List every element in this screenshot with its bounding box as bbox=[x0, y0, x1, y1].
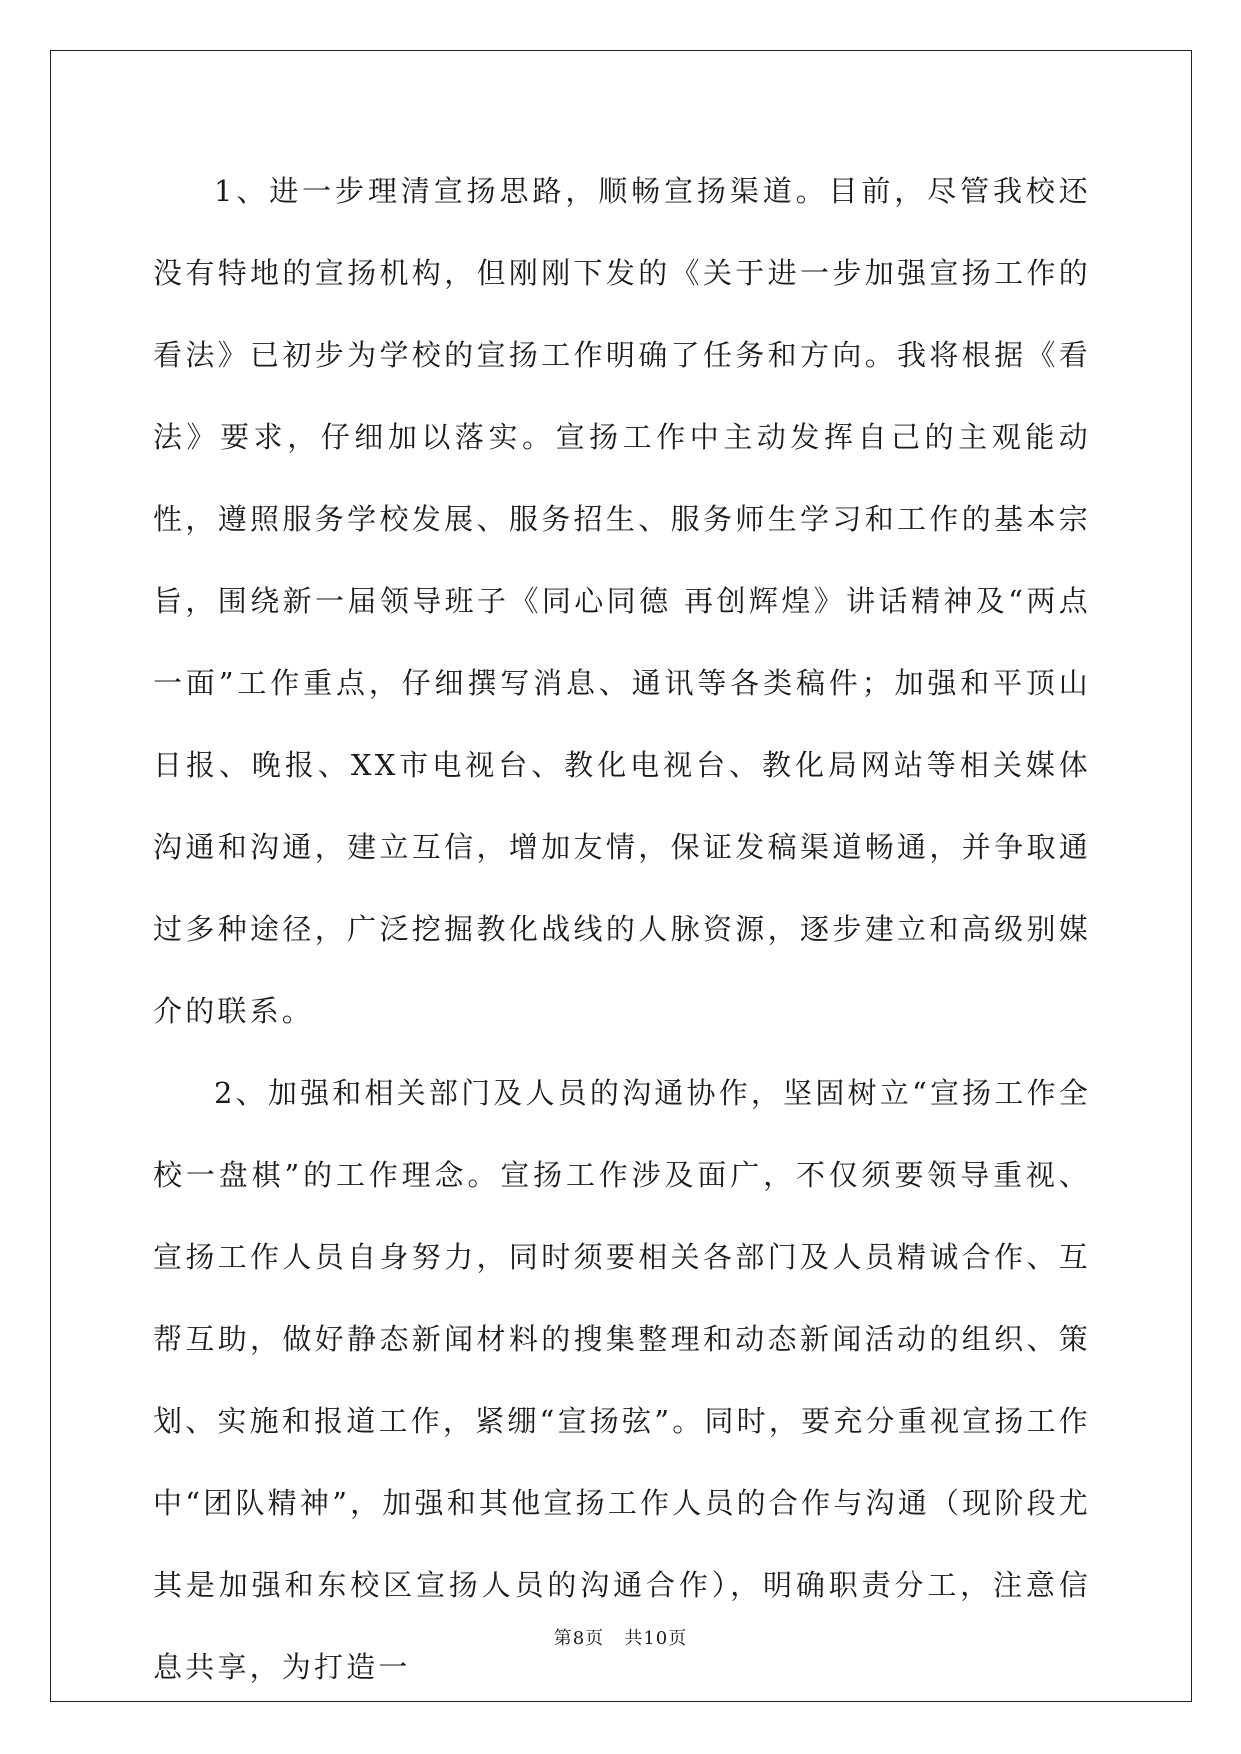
page-total: 共10页 bbox=[624, 1628, 688, 1649]
document-body bbox=[153, 150, 1091, 1708]
paragraph-1: 1、进一步理清宣扬思路，顺畅宣扬渠道。目前，尽管我校还没有特地的宣扬机构，但刚刚下发的《关于进一步加强宣扬工作的看法》已初步为学校的宣扬工作明确了任务和方向。我将根据《看法》要求，仔细加以落实。宣扬工作中主动发挥自己的主观能动性，遵照服务学校发展、服务招生、服务师生学习和工作的基本宗旨，围绕新一届领导班子《同心同德 再创辉煌》讲话精神及“两点一面”工作重点，仔细撰写消息、通讯等各类稿件；加强和平顶山日报、晚报、XX市电视台、教化电视台、教化局网站等相关媒体沟通和沟通，建立互信，增加友情，保证发稿渠道畅通，并争取通过多种途径，广泛挖掘教化战线的人脉资源，逐步建立和高级别媒介的联系。 bbox=[153, 174, 1091, 1028]
page-number: 第8页 bbox=[553, 1628, 605, 1649]
paragraph-2: 2、加强和相关部门及人员的沟通协作，坚固树立“宣扬工作全校一盘棋”的工作理念。宣扬工作涉及面广，不仅须要领导重视、宣扬工作人员自身努力，同时须要相关各部门及人员精诚合作、互帮互助，做好静态新闻材料的搜集整理和动态新闻活动的组织、策划、实施和报道工作，紧绷“宣扬弦”。同时，要充分重视宣扬工作中“团队精神”，加强和其他宣扬工作人员的合作与沟通（现阶段尤其是加强和东校区宣扬人员的沟通合作），明确职责分工，注意信息共享，为打造一 bbox=[153, 1076, 1091, 1684]
page-footer bbox=[0, 1624, 1241, 1650]
